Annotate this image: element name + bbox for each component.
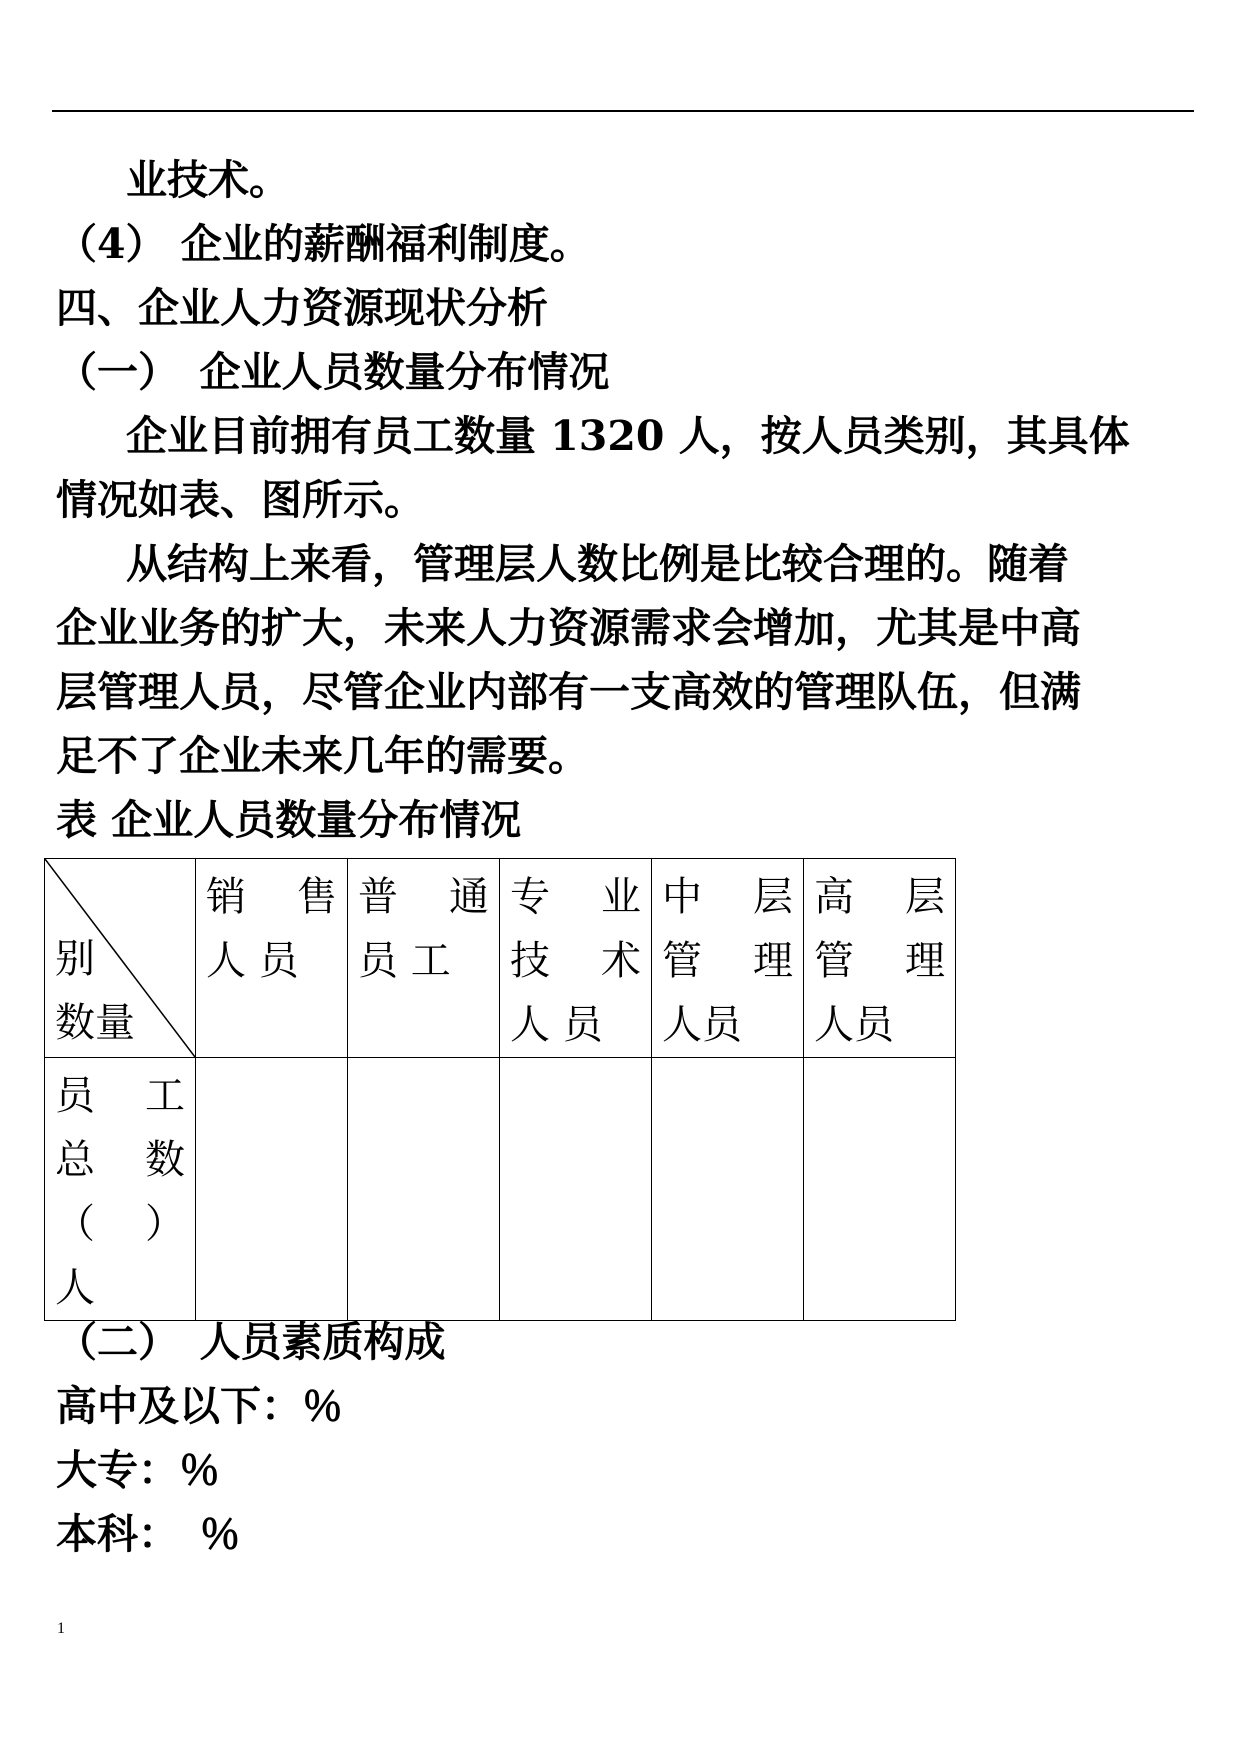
stat-line: 本科： ％	[56, 1510, 241, 1558]
value-cell-middle-management	[652, 1058, 804, 1321]
header-rule	[52, 110, 1194, 112]
header-technical: 专 业 技 术 人 员	[500, 859, 652, 1058]
value-cell-senior-management	[804, 1058, 956, 1321]
section-heading: 四、企业人力资源现状分析	[56, 284, 548, 332]
corner-label-bottom: 数量	[55, 1000, 135, 1046]
row-label: 员 工 总 数 （ ） 人	[45, 1058, 196, 1321]
text-line: 业技术。	[126, 156, 290, 204]
header-senior-management: 高 层 管 理 人员	[804, 859, 956, 1058]
paragraph-line: 从结构上来看，管理层人数比例是比较合理的。随着	[126, 540, 1069, 588]
header-general-staff: 普 通 员 工	[348, 859, 500, 1058]
value-cell-sales	[196, 1058, 348, 1321]
header-middle-management: 中 层 管 理 人员	[652, 859, 804, 1058]
subsection-heading: （二） 人员素质构成	[56, 1318, 446, 1366]
table-row	[45, 1058, 956, 1321]
page-number: 1	[57, 1620, 65, 1637]
paragraph-line: 足不了企业未来几年的需要。	[56, 732, 589, 780]
stat-line: 高中及以下：％	[56, 1382, 343, 1430]
header-sales: 销 售 人 员	[196, 859, 348, 1058]
paragraph-line: 企业业务的扩大，未来人力资源需求会增加，尤其是中高	[56, 604, 1081, 652]
corner-label-top: 别	[55, 936, 95, 982]
table-caption: 表 企业人员数量分布情况	[56, 796, 522, 844]
paragraph-line: 企业目前拥有员工数量 1320 人，按人员类别，其具体	[126, 412, 1130, 460]
paragraph-line: 情况如表、图所示。	[56, 476, 425, 524]
text-line: （4） 企业的薪酬福利制度。	[56, 220, 591, 268]
subsection-heading: （一） 企业人员数量分布情况	[56, 348, 610, 396]
paragraph-line: 层管理人员，尽管企业内部有一支高效的管理队伍，但满	[56, 668, 1081, 716]
table-header-row	[45, 859, 956, 1058]
stat-line: 大专：％	[56, 1446, 220, 1494]
value-cell-technical	[500, 1058, 652, 1321]
corner-cell	[45, 859, 196, 1058]
value-cell-general-staff	[348, 1058, 500, 1321]
distribution-table	[44, 858, 956, 1321]
